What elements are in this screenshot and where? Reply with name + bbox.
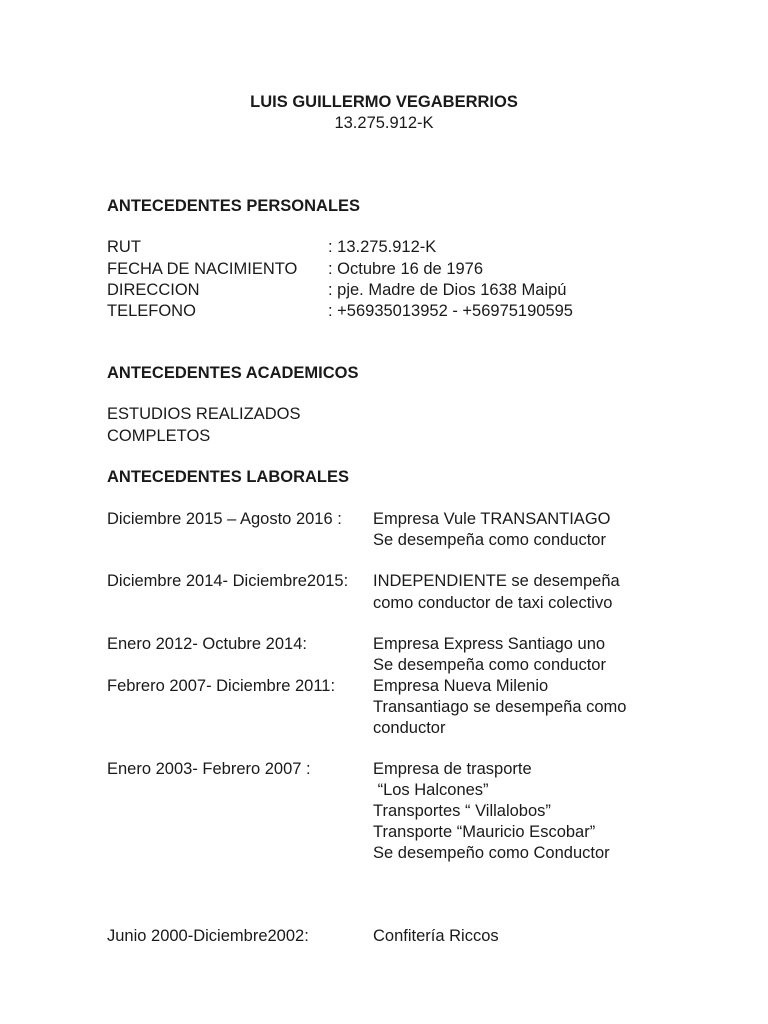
personal-label-birthdate: FECHA DE NACIMIENTO bbox=[107, 260, 298, 278]
personal-value-address: : pje. Madre de Dios 1638 Maipú bbox=[328, 281, 567, 299]
work-line: Confitería Riccos bbox=[373, 927, 499, 945]
academic-heading: ANTECEDENTES ACADEMICOS bbox=[107, 364, 359, 382]
work-period: Diciembre 2015 – Agosto 2016 : bbox=[107, 510, 342, 528]
work-period: Diciembre 2014- Diciembre2015: bbox=[107, 572, 349, 590]
academic-line: COMPLETOS bbox=[107, 427, 211, 445]
person-name: LUIS GUILLERMO VEGABERRIOS bbox=[250, 93, 518, 111]
work-line: Empresa Express Santiago uno bbox=[373, 635, 606, 653]
work-period: Enero 2003- Febrero 2007 : bbox=[107, 760, 311, 778]
work-heading: ANTECEDENTES LABORALES bbox=[107, 468, 350, 486]
work-line: Se desempeña como conductor bbox=[373, 531, 606, 549]
work-line: Transporte “Mauricio Escobar” bbox=[373, 823, 596, 841]
personal-heading: ANTECEDENTES PERSONALES bbox=[107, 197, 361, 215]
work-line: “Los Halcones” bbox=[373, 781, 489, 799]
personal-label-address: DIRECCION bbox=[107, 281, 200, 299]
work-line: Transantiago se desempeña como bbox=[373, 698, 627, 716]
work-line: Empresa Vule TRANSANTIAGO bbox=[373, 510, 611, 528]
academic-line: ESTUDIOS REALIZADOS bbox=[107, 405, 301, 423]
work-line: Empresa Nueva Milenio bbox=[373, 677, 549, 695]
work-line: Se desempeño como Conductor bbox=[373, 844, 610, 862]
personal-value-birthdate: : Octubre 16 de 1976 bbox=[328, 260, 484, 278]
work-line: conductor bbox=[373, 719, 446, 737]
personal-value-phone: : +56935013952 - +56975190595 bbox=[328, 302, 573, 320]
work-line: Transportes “ Villalobos” bbox=[373, 802, 551, 820]
personal-value-rut: : 13.275.912-K bbox=[328, 238, 437, 256]
person-rut: 13.275.912-K bbox=[334, 114, 434, 132]
work-line: Empresa de trasporte bbox=[373, 760, 532, 778]
work-line: como conductor de taxi colectivo bbox=[373, 594, 613, 612]
work-line: Se desempeña como conductor bbox=[373, 656, 606, 674]
work-period: Junio 2000-Diciembre2002: bbox=[107, 927, 309, 945]
personal-label-rut: RUT bbox=[107, 238, 141, 256]
work-period: Enero 2012- Octubre 2014: bbox=[107, 635, 307, 653]
work-period: Febrero 2007- Diciembre 2011: bbox=[107, 677, 336, 695]
work-line: INDEPENDIENTE se desempeña bbox=[373, 572, 620, 590]
personal-label-phone: TELEFONO bbox=[107, 302, 196, 320]
